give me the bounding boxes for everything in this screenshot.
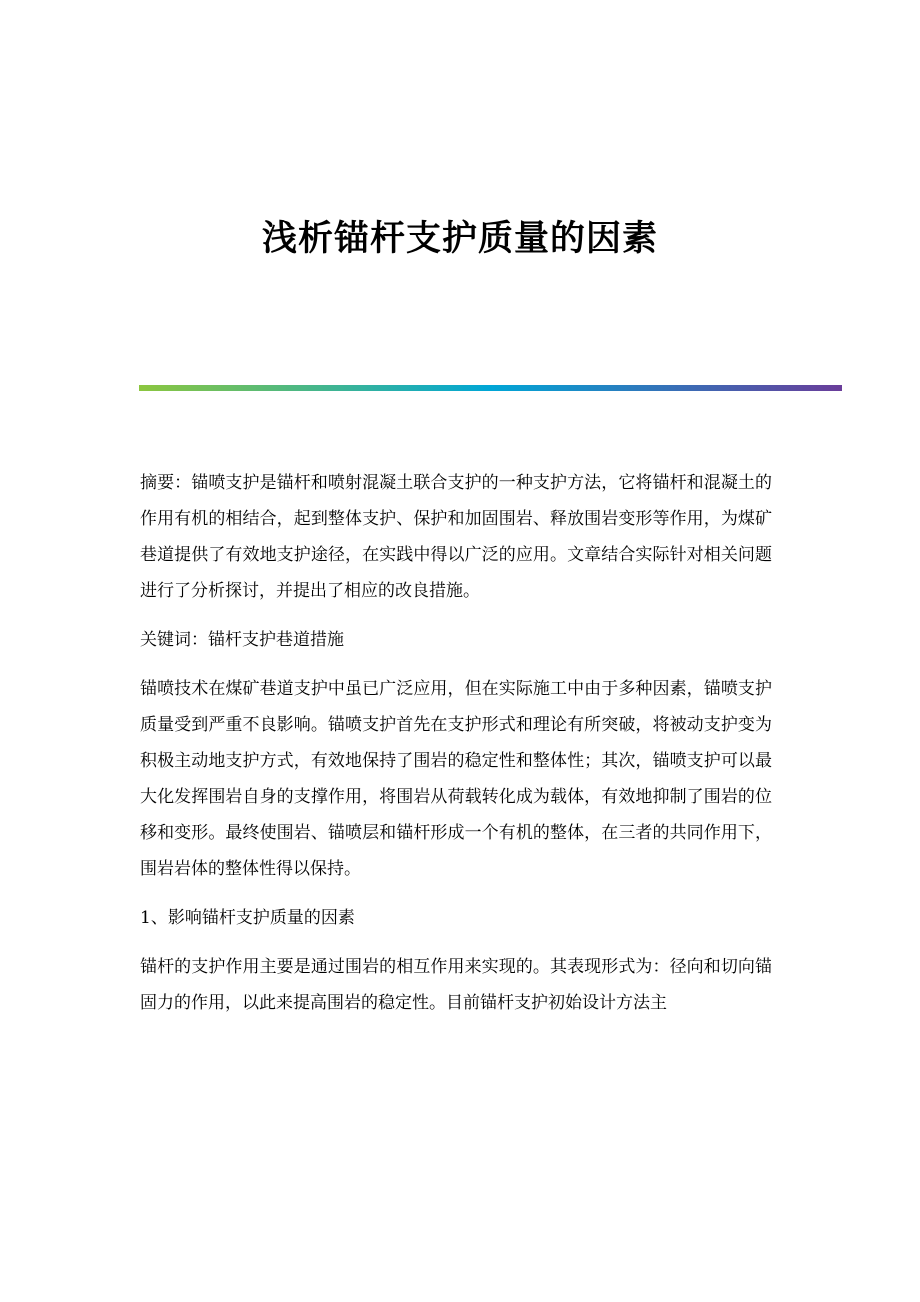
- section-heading: 1、影响锚杆支护质量的因素: [140, 908, 355, 928]
- body-paragraph: 锚杆的支护作用主要是通过围岩的相互作用来实现的。其表现形式为：径向和切向锚固力的作用，以此来提高围岩的稳定性。目前锚杆支护初始设计方法主: [140, 957, 772, 1013]
- body-paragraph: 锚喷技术在煤矿巷道支护中虽已广泛应用，但在实际施工中由于多种因素，锚喷支护质量受到严重不良影响。锚喷支护首先在支护形式和理论有所突破，将被动支护变为积极主动地支护方式，有效地保持了围岩的稳定性和整体性；其次，锚喷支护可以最大化发挥围岩自身的支撑作用，将围岩从荷载转化成为载体，有效地抑制了围岩的位移和变形。最终使围岩、锚喷层和锚杆形成一个有机的整体，在三者的共同作用下，围岩岩体的整体性得以保持。: [140, 679, 772, 879]
- page-title: 浅析锚杆支护质量的因素: [261, 218, 658, 259]
- title-divider: [139, 385, 842, 391]
- keywords-line: 关键词：锚杆支护巷道措施: [140, 630, 344, 650]
- abstract-paragraph: 摘要：锚喷支护是锚杆和喷射混凝土联合支护的一种支护方法，它将锚杆和混凝土的作用有机的相结合，起到整体支护、保护和加固围岩、释放围岩变形等作用，为煤矿巷道提供了有效地支护途径，在实践中得以广泛的应用。文章结合实际针对相关问题进行了分析探讨，并提出了相应的改良措施。: [140, 473, 772, 601]
- document-body: [140, 465, 772, 1034]
